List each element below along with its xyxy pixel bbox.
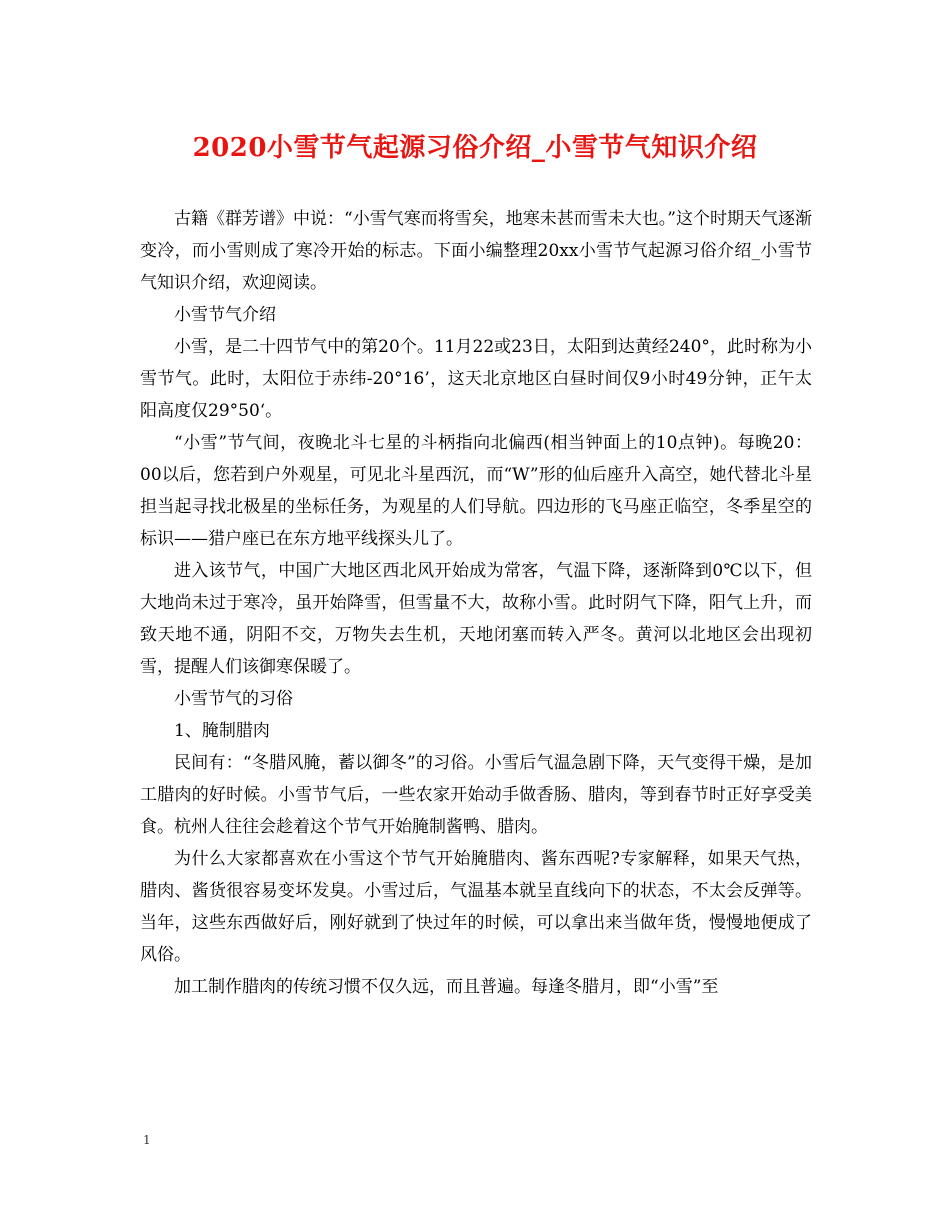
paragraph: 进入该节气，中国广大地区西北风开始成为常客，气温下降，逐渐降到0℃以下，但大地尚未过于寒冷，虽开始降雪，但雪量不大，故称小雪。此时阴气下降，阳气上升，而致天地不通，阴阳不交，万物失去生机，天地闭塞而转入严冬。黄河以北地区会出现初雪，提醒人们该御寒保暖了。	[140, 561, 812, 677]
paragraph: “小雪”节气间，夜晚北斗七星的斗柄指向北偏西(相当钟面上的10点钟)。每晚20：00以后，您若到户外观星，可见北斗星西沉，而“W”形的仙后座升入高空，她代替北斗星担当起寻找北极星的坐标任务，为观星的人们导航。四边形的飞马座正临空，冬季星空的标识——猎户座已在东方地平线探头儿了。	[140, 433, 812, 549]
page-title: 2020小雪节气起源习俗介绍_小雪节气知识介绍	[192, 133, 758, 163]
section-heading-introduction: 小雪节气介绍	[174, 305, 276, 325]
paragraph: 小雪，是二十四节气中的第20个。11月22或23日，太阳到达黄经240°，此时称为小雪节气。此时，太阳位于赤纬-20°16’，这天北京地区白昼时间仅9小时49分钟，正午太阳高度仅29°50‘。	[140, 337, 812, 421]
section-heading-customs: 小雪节气的习俗	[174, 689, 293, 709]
paragraph-intro: 古籍《群芳谱》中说：“小雪气寒而将雪矣，地寒未甚而雪未大也。”这个时期天气逐渐变冷，而小雪则成了寒冷开始的标志。下面小编整理20xx小雪节气起源习俗介绍_小雪节气知识介绍，欢迎阅读。	[140, 209, 812, 293]
page-number: 1	[143, 1133, 151, 1147]
subsection-heading: 1、腌制腊肉	[174, 721, 270, 741]
document-body	[140, 203, 812, 1003]
paragraph: 为什么大家都喜欢在小雪这个节气开始腌腊肉、酱东西呢?专家解释，如果天气热，腊肉、酱货很容易变坏发臭。小雪过后，气温基本就呈直线向下的状态，不太会反弹等。当年，这些东西做好后，刚好就到了快过年的时候，可以拿出来当做年货，慢慢地便成了风俗。	[140, 849, 812, 965]
paragraph: 加工制作腊肉的传统习惯不仅久远，而且普遍。每逢冬腊月，即“小雪”至	[174, 977, 719, 997]
paragraph: 民间有：“冬腊风腌，蓄以御冬”的习俗。小雪后气温急剧下降，天气变得干燥，是加工腊肉的好时候。小雪节气后，一些农家开始动手做香肠、腊肉，等到春节时正好享受美食。杭州人往往会趁着这个节气开始腌制酱鸭、腊肉。	[140, 753, 812, 837]
